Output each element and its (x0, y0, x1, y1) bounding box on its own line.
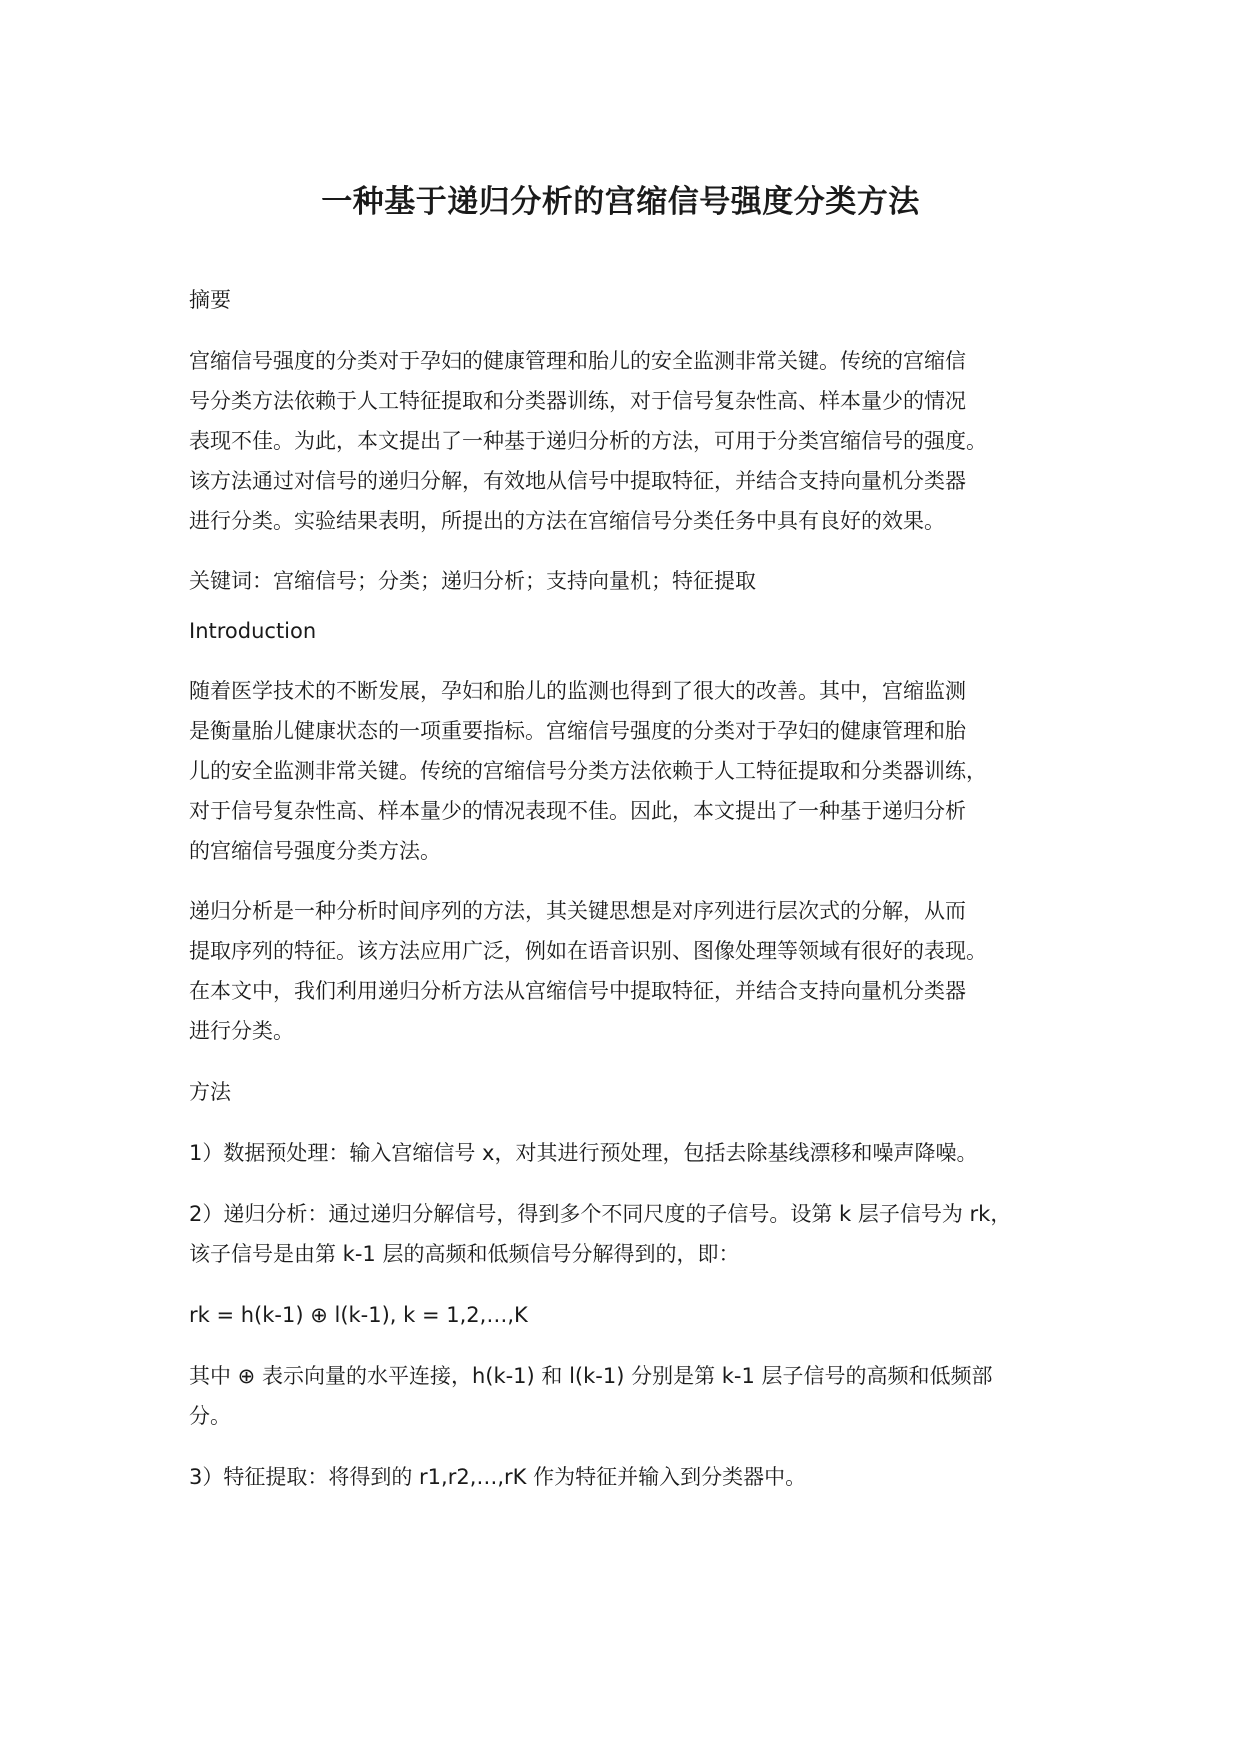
keywords: 关键词：宫缩信号；分类；递归分析；支持向量机；特征提取 (189, 569, 756, 593)
recursion-formula: rk = h(k-1) ⊕ l(k-1), k = 1,2,…,K (189, 1303, 528, 1327)
intro-line: 随着医学技术的不断发展，孕妇和胎儿的监测也得到了很大的改善。其中，宫缩监测 (189, 679, 966, 703)
intro-paragraph-1 (189, 671, 1084, 871)
intro-line: 进行分类。 (189, 1019, 294, 1043)
formula-note-line: 分。 (189, 1404, 231, 1428)
method-heading: 方法 (189, 1080, 231, 1104)
document-body (189, 280, 1084, 1497)
intro-line: 提取序列的特征。该方法应用广泛，例如在语音识别、图像处理等领域有很好的表现。 (189, 939, 987, 963)
abstract-line: 号分类方法依赖于人工特征提取和分类器训练，对于信号复杂性高、样本量少的情况 (189, 389, 966, 413)
intro-line: 的宫缩信号强度分类方法。 (189, 839, 441, 863)
intro-line: 对于信号复杂性高、样本量少的情况表现不佳。因此，本文提出了一种基于递归分析 (189, 799, 966, 823)
abstract-heading: 摘要 (189, 288, 231, 312)
intro-line: 儿的安全监测非常关键。传统的宫缩信号分类方法依赖于人工特征提取和分类器训练， (189, 759, 987, 783)
document-title: 一种基于递归分析的宫缩信号强度分类方法 (321, 184, 920, 220)
step-2-line: 该子信号是由第 k-1 层的高频和低频信号分解得到的，即： (189, 1242, 740, 1266)
method-step-3: 3）特征提取：将得到的 r1,r2,…,rK 作为特征并输入到分类器中。 (189, 1465, 807, 1489)
abstract-paragraph (189, 341, 1084, 541)
method-step-1: 1）数据预处理：输入宫缩信号 x，对其进行预处理，包括去除基线漂移和噪声降噪。 (189, 1141, 978, 1165)
formula-note-line: 其中 ⊕ 表示向量的水平连接，h(k-1) 和 l(k-1) 分别是第 k-1 层子信号的高频和低频部 (189, 1364, 993, 1388)
intro-line: 在本文中，我们利用递归分析方法从宫缩信号中提取特征，并结合支持向量机分类器 (189, 979, 966, 1003)
abstract-line: 该方法通过对信号的递归分解，有效地从信号中提取特征，并结合支持向量机分类器 (189, 469, 966, 493)
abstract-line: 进行分类。实验结果表明，所提出的方法在宫缩信号分类任务中具有良好的效果。 (189, 509, 945, 533)
step-2-line: 2）递归分析：通过递归分解信号，得到多个不同尺度的子信号。设第 k 层子信号为 rk， (189, 1202, 1012, 1226)
formula-explanation (189, 1356, 1084, 1436)
abstract-line: 宫缩信号强度的分类对于孕妇的健康管理和胎儿的安全监测非常关键。传统的宫缩信 (189, 349, 966, 373)
intro-paragraph-2 (189, 891, 1084, 1051)
method-step-2 (189, 1194, 1084, 1274)
intro-line: 是衡量胎儿健康状态的一项重要指标。宫缩信号强度的分类对于孕妇的健康管理和胎 (189, 719, 966, 743)
intro-heading: Introduction (189, 619, 317, 643)
abstract-line: 表现不佳。为此，本文提出了一种基于递归分析的方法，可用于分类宫缩信号的强度。 (189, 429, 987, 453)
intro-line: 递归分析是一种分析时间序列的方法，其关键思想是对序列进行层次式的分解，从而 (189, 899, 966, 923)
